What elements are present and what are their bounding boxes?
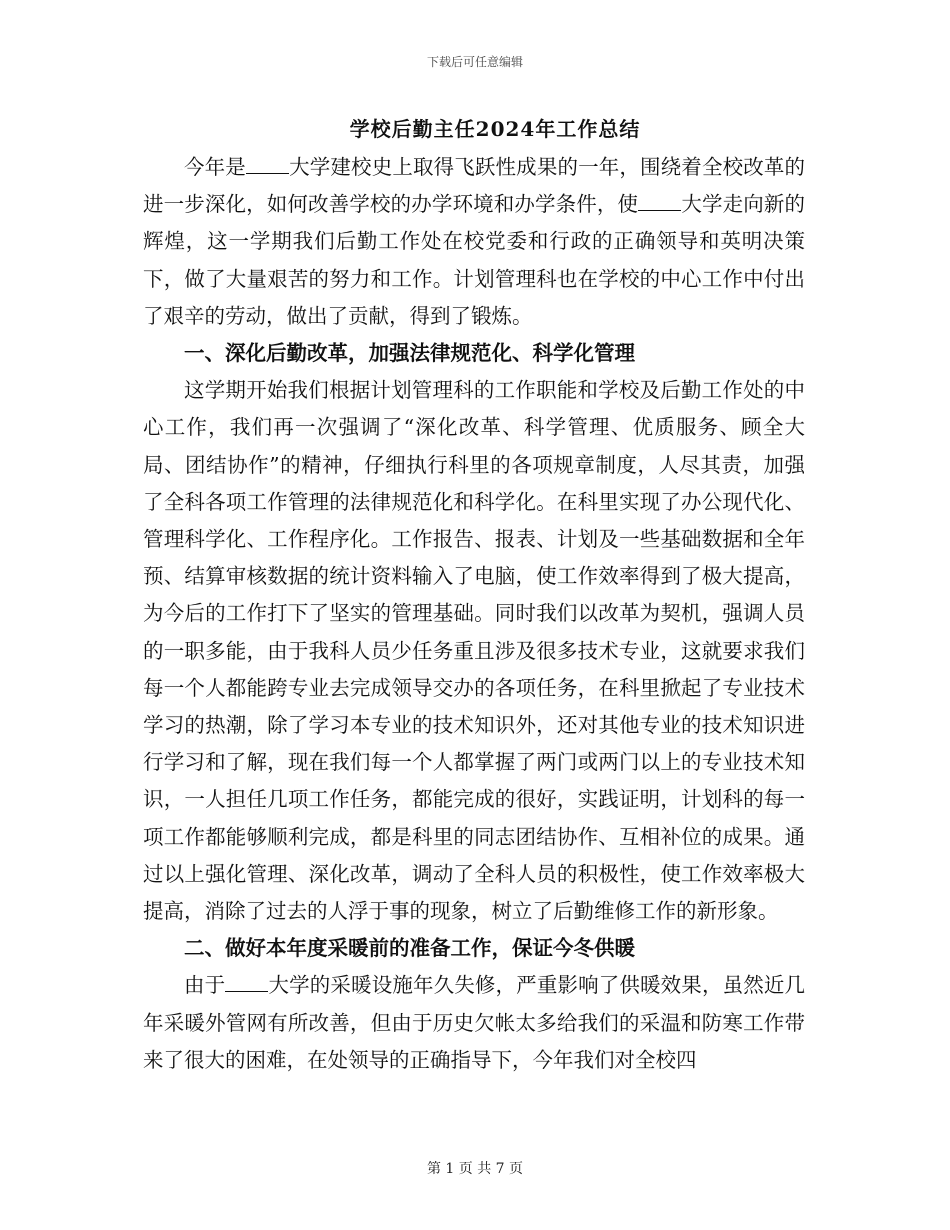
section-heading-2: 二、做好本年度采暖前的准备工作，保证今冬供暖 bbox=[184, 936, 635, 961]
fill-in-blank bbox=[225, 973, 268, 992]
page-footer: 第 1 页 共 7 页 bbox=[426, 1161, 524, 1177]
intro-text-a: 今年是 bbox=[184, 155, 246, 179]
paragraph-section-2 bbox=[143, 967, 805, 1079]
section-2-text-b: 大学的采暖设施年久失修，严重影响了供暖效果，虽然近几年采暖外管网有所改善，但由于历史欠帐太多给我们的采温和防寒工作带来了很大的困难，在处领导的正确指导下，今年我们对全校四 bbox=[143, 973, 806, 1072]
fill-in-blank bbox=[638, 192, 681, 211]
section-heading-1: 一、深化后勤改革，加强法律规范化、科学化管理 bbox=[184, 341, 635, 366]
intro-text-b: 大学建校史上取得飞跃性成果的一年，围绕着全校改革的进一步深化，如何改善学校的办学环境和办学条件，使 bbox=[143, 155, 806, 217]
intro-text-c: 大学走向新的辉煌，这一学期我们后勤工作处在校党委和行政的正确领导和英明决策下，做了大量艰苦的努力和工作。计划管理科也在学校的中心工作中付出了艰辛的劳动，做出了贡献，得到了锻炼。 bbox=[143, 192, 806, 328]
paragraph-intro bbox=[143, 149, 805, 335]
fill-in-blank bbox=[246, 155, 289, 174]
header-note: 下载后可任意编辑 bbox=[426, 55, 523, 69]
document-body bbox=[143, 149, 805, 1079]
paragraph-section-1: 这学期开始我们根据计划管理科的工作职能和学校及后勤工作处的中心工作，我们再一次强调了“深化改革、科学管理、优质服务、顾全大局、团结协作”的精神，仔细执行科里的各项规章制度，人尽其责，加强了全科各项工作管理的法律规范化和科学化。在科里实现了办公现代化、管理科学化、工作程序化。工作报告、报表、计划及一些基础数据和全年预、结算审核数据的统计资料输入了电脑，使工作效率得到了极大提高，为今后的工作打下了坚实的管理基础。同时我们以改革为契机，强调人员的一职多能，由于我科人员少任务重且涉及很多技术专业，这就要求我们每一个人都能跨专业去完成领导交办的各项任务，在科里掀起了专业技术学习的热潮，除了学习本专业的技术知识外，还对其他专业的技术知识进行学习和了解，现在我们每一个人都掌握了两门或两门以上的专业技术知识，一人担任几项工作任务，都能完成的很好，实践证明，计划科的每一项工作都能够顺利完成，都是科里的同志团结协作、互相补位的成果。通过以上强化管理、深化改革，调动了全科人员的积极性，使工作效率极大提高，消除了过去的人浮于事的现象，树立了后勤维修工作的新形象。 bbox=[143, 378, 805, 924]
section-2-text-a: 由于 bbox=[184, 973, 226, 998]
document-title: 学校后勤主任2024年工作总结 bbox=[349, 117, 641, 141]
